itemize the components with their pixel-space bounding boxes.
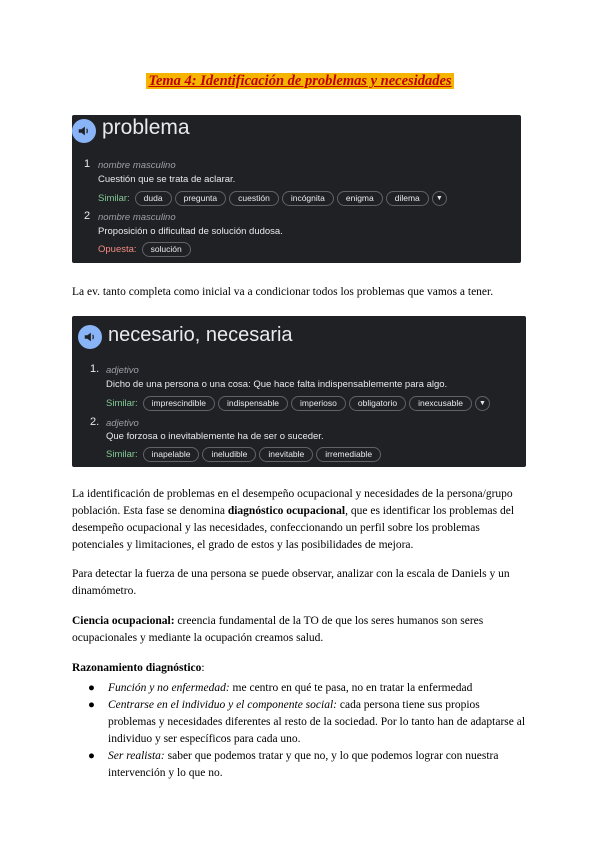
synonym-chip[interactable]: incógnita bbox=[282, 191, 334, 206]
speaker-icon[interactable] bbox=[72, 119, 96, 143]
title-text: Tema 4: Identificación de problemas y necesidades bbox=[148, 73, 452, 89]
similar-label: Similar: bbox=[106, 398, 138, 409]
item-term: Función y no enfermedad: bbox=[108, 682, 230, 694]
definition: Proposición o dificultad de solución dudosa. bbox=[98, 226, 283, 237]
synonym-chip[interactable]: enigma bbox=[337, 191, 383, 206]
opposite-label: Opuesta: bbox=[98, 244, 137, 255]
part-of-speech: adjetivo bbox=[106, 365, 139, 376]
item-text: cada persona tiene sus propios problemas y necesidades diferentes al resto de la sociedad. Por lo tanto han de adaptarse al individuo y ser específicos para cada uno. bbox=[108, 699, 526, 745]
dictionary-word: problema bbox=[102, 116, 190, 139]
synonym-chip[interactable]: obligatorio bbox=[349, 396, 406, 411]
bullet-icon: ● bbox=[88, 750, 95, 762]
definition: Cuestión que se trata de aclarar. bbox=[98, 174, 236, 185]
razonamiento-list bbox=[72, 680, 528, 782]
paragraph-fuerza: Para detectar la fuerza de una persona se puede observar, analizar con la escala de Daniels y un dinamómetro. bbox=[72, 568, 510, 597]
related-row bbox=[98, 191, 447, 206]
synonym-chip[interactable]: indispensable bbox=[218, 396, 288, 411]
list-item bbox=[72, 680, 528, 697]
chevron-down-icon[interactable]: ▼ bbox=[432, 191, 447, 206]
item-term: Centrarse en el individuo y el componente social: bbox=[108, 699, 337, 711]
bold-term: diagnóstico ocupacional bbox=[227, 505, 346, 517]
related-row bbox=[98, 242, 191, 257]
part-of-speech: adjetivo bbox=[106, 418, 139, 429]
paragraph-text: creencia fundamental de la TO de que los seres humanos son seres ocupacionales y mediante la ocupación creamos salud. bbox=[72, 615, 484, 644]
paragraph-ciencia-ocupacional bbox=[72, 613, 528, 647]
synonym-chip[interactable]: cuestión bbox=[229, 191, 279, 206]
paragraph-diagnostico bbox=[72, 486, 528, 554]
part-of-speech: nombre masculino bbox=[98, 160, 176, 171]
sense-number: 1. bbox=[90, 363, 100, 375]
synonym-chip[interactable]: duda bbox=[135, 191, 172, 206]
synonym-chip[interactable]: inevitable bbox=[259, 447, 313, 462]
bullet-icon: ● bbox=[88, 699, 95, 711]
heading-colon: : bbox=[201, 662, 205, 674]
list-item bbox=[72, 697, 528, 748]
paragraph: La ev. tanto completa como inicial va a condicionar todos los problemas que vamos a tener. bbox=[72, 286, 494, 298]
bullet-icon: ● bbox=[88, 682, 95, 694]
section-heading: Razonamiento diagnóstico bbox=[72, 662, 202, 674]
dictionary-word: necesario, necesaria bbox=[108, 324, 293, 346]
related-row bbox=[106, 396, 490, 411]
sense-number: 1 bbox=[84, 158, 91, 170]
document-title bbox=[0, 72, 600, 90]
similar-label: Similar: bbox=[106, 449, 138, 460]
definition: Dicho de una persona o una cosa: Que hace falta indispensablemente para algo. bbox=[106, 379, 448, 390]
sense-number: 2. bbox=[90, 416, 100, 428]
list-item bbox=[72, 748, 528, 782]
related-row bbox=[106, 447, 381, 462]
item-text: me centro en qué te pasa, no en tratar la enfermedad bbox=[229, 682, 473, 694]
item-term: Ser realista: bbox=[108, 750, 165, 762]
synonym-chip[interactable]: irremediable bbox=[316, 447, 381, 462]
speaker-icon[interactable] bbox=[78, 325, 102, 349]
definition: Que forzosa o inevitablemente ha de ser o suceder. bbox=[106, 431, 324, 442]
part-of-speech: nombre masculino bbox=[98, 212, 176, 223]
similar-label: Similar: bbox=[98, 193, 130, 204]
dictionary-card-problema bbox=[72, 115, 521, 263]
chevron-down-icon[interactable]: ▼ bbox=[475, 396, 490, 411]
synonym-chip[interactable]: imperioso bbox=[291, 396, 346, 411]
antonym-chip[interactable]: solución bbox=[142, 242, 191, 257]
synonym-chip[interactable]: pregunta bbox=[175, 191, 227, 206]
synonym-chip[interactable]: dilema bbox=[386, 191, 429, 206]
heading-razonamiento bbox=[72, 660, 528, 677]
sense-number: 2 bbox=[84, 210, 91, 222]
synonym-chip[interactable]: ineludible bbox=[202, 447, 256, 462]
synonym-chip[interactable]: inapelable bbox=[143, 447, 200, 462]
synonym-chip[interactable]: inexcusable bbox=[409, 396, 472, 411]
dictionary-card-necesario bbox=[72, 316, 526, 467]
paragraph-text: , que es identificar los problemas del desempeño ocupacional y las necesidades, confeccionando un perfil sobre los problemas potenciales y limitaciones, el grado de estos y las posibilidades de mejora. bbox=[72, 505, 515, 551]
item-text: saber que podemos tratar y que no, y lo que podemos lograr con nuestra intervención y lo que no. bbox=[108, 750, 499, 779]
synonym-chip[interactable]: imprescindible bbox=[143, 396, 215, 411]
bold-term: Ciencia ocupacional: bbox=[72, 615, 175, 627]
paragraph-text: La identificación de problemas en el desempeño ocupacional y necesidades de la persona/grupo población. Esta fase se denomina bbox=[72, 488, 513, 517]
